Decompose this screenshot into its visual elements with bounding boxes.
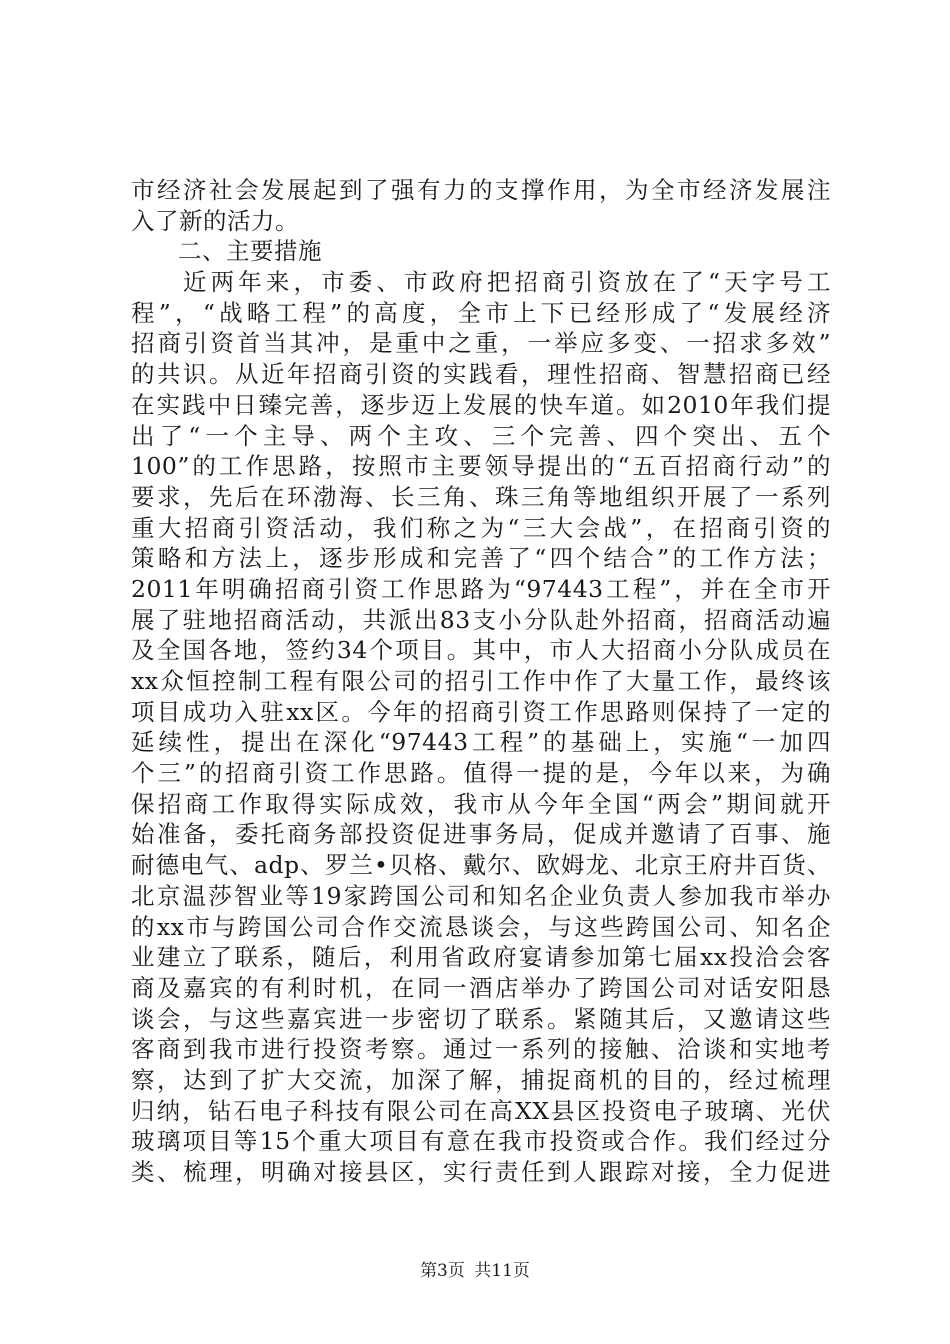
- page-number-current: 第3页: [420, 1261, 465, 1281]
- text-line: 个三”的招商引资工作思路。值得一提的是，今年以来，为确: [131, 759, 831, 788]
- section-heading: 二、主要措施: [178, 237, 322, 266]
- text-line: 的共识。从近年招商引资的实践看，理性招商、智慧招商已经: [131, 360, 831, 389]
- text-line: 要求，先后在环渤海、长三角、珠三角等地组织开展了一系列: [131, 482, 831, 511]
- text-line: 策略和方法上，逐步形成和完善了“四个结合”的工作方法；: [131, 544, 831, 573]
- text-line: 业建立了联系，随后，利用省政府宴请参加第七届xx投洽会客: [131, 943, 831, 972]
- text-line: xx众恒控制工程有限公司的招引工作中作了大量工作，最终该: [131, 667, 831, 695]
- text-line: 归纳，钻石电子科技有限公司在高XX县区投资电子玻璃、光伏: [131, 1096, 831, 1125]
- text-line: 程”，“战略工程”的高度，全市上下已经形成了“发展经济: [131, 298, 831, 327]
- text-line: 延续性，提出在深化“97443工程”的基础上，实施“一加四: [131, 728, 831, 757]
- text-line: 重大招商引资活动，我们称之为“三大会战”，在招商引资的: [131, 513, 831, 542]
- page-footer: [0, 1260, 950, 1282]
- text-line: 察，达到了扩大交流，加深了解，捕捉商机的目的，经过梳理: [131, 1065, 831, 1094]
- text-line: 100”的工作思路，按照市主要领导提出的“五百招商行动”的: [131, 452, 831, 481]
- text-line: 客商到我市进行投资考察。通过一系列的接触、洽谈和实地考: [131, 1035, 831, 1064]
- text-line: 的xx市与跨国公司合作交流恳谈会，与这些跨国公司、知名企: [131, 912, 831, 941]
- text-line: 出了“一个主导、两个主攻、三个完善、四个突出、五个: [131, 421, 831, 450]
- text-line: 类、梳理，明确对接县区，实行责任到人跟踪对接，全力促进: [131, 1158, 831, 1186]
- document-body: [131, 175, 831, 1188]
- text-line: 商及嘉宾的有利时机，在同一酒店举办了跨国公司对话安阳恳: [131, 973, 831, 1002]
- text-line: 玻璃项目等15个重大项目有意在我市投资或合作。我们经过分: [131, 1127, 831, 1156]
- text-line: 耐德电气、adp、罗兰•贝格、戴尔、欧姆龙、北京王府井百货、: [131, 851, 831, 880]
- text-line: 北京温莎智业等19家跨国公司和知名企业负责人参加我市举办: [131, 881, 831, 910]
- text-line: 保招商工作取得实际成效，我市从今年全国“两会”期间就开: [131, 789, 831, 818]
- text-line: 近两年来，市委、市政府把招商引资放在了“天字号工: [183, 268, 831, 297]
- text-line: 展了驻地招商活动，共派出83支小分队赴外招商，招商活动遍: [131, 605, 831, 634]
- text-line: 市经济社会发展起到了强有力的支撑作用，为全市经济发展注: [131, 176, 831, 204]
- page-number-total: 共11页: [474, 1261, 530, 1281]
- text-line: 入了新的活力。: [131, 206, 299, 235]
- text-line: 招商引资首当其冲，是重中之重，一举应多变、一招求多效”: [131, 329, 831, 358]
- text-line: 2011年明确招商引资工作思路为“97443工程”，并在全市开: [131, 574, 831, 603]
- text-line: 谈会，与这些嘉宾进一步密切了联系。紧随其后，又邀请这些: [131, 1004, 831, 1033]
- text-line: 始准备，委托商务部投资促进事务局，促成并邀请了百事、施: [131, 820, 831, 849]
- text-line: 在实践中日臻完善，逐步迈上发展的快车道。如2010年我们提: [131, 390, 831, 419]
- text-line: 项目成功入驻xx区。今年的招商引资工作思路则保持了一定的: [131, 697, 831, 726]
- text-line: 及全国各地，签约34个项目。其中，市人大招商小分队成员在: [131, 636, 831, 665]
